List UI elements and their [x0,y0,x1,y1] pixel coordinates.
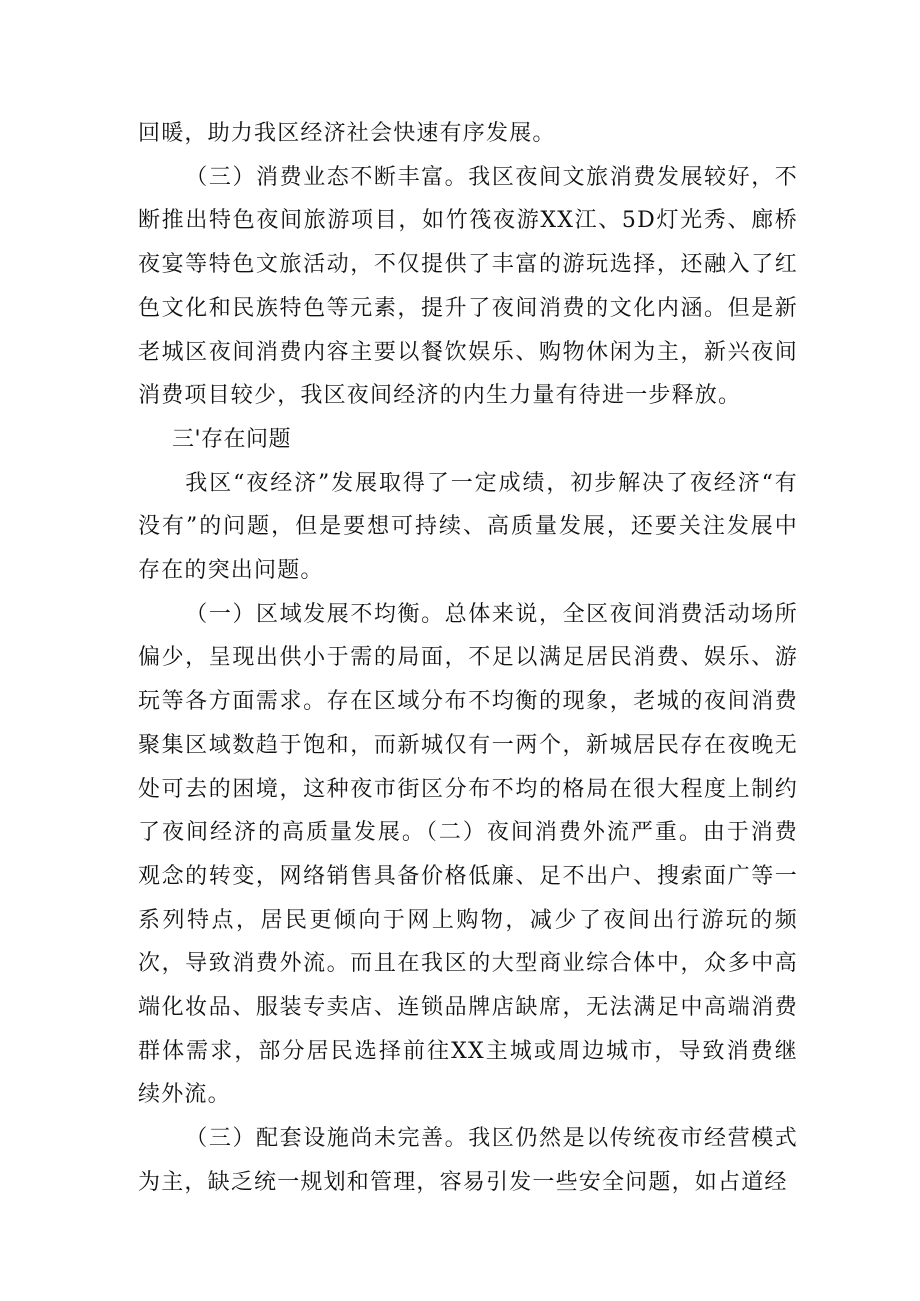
paragraph-supporting-facilities: （三）配套设施尚未完善。我区仍然是以传统夜市经营模式为主，缺乏统一规划和管理，容易引发一些安全问题，如占道经 [138,1126,798,1195]
paragraph-regional-imbalance: （一）区域发展不均衡。总体来说，全区夜间消费活动场所偏少，呈现出供小于需的局面，不足以满足居民消费、娱乐、游玩等各方面需求。存在区域分布不均衡的现象，老城的夜间消费聚集区域数趋于饱和，而新城仅有一两个，新城居民存在夜晚无处可去的困境，这种夜市街区分布不均的格局在很大程度上制约了夜间经济的高质量发展。（二）夜间消费外流严重。由于消费观念的转变，网络销售具备价格低廉、足不出户、搜索面广等一系列特点，居民更倾向于网上购物，减少了夜间出行游玩的频次，导致消费外流。而且在我区的大型商业综合体中，众多中高端化妆品、服装专卖店、连锁品牌店缺席，无法满足中高端消费群体需求，部分居民选择前往XX主城或周边城市，导致消费继续外流。 [138,601,798,1108]
continuation-paragraph: 回暖，助力我区经济社会快速有序发展。 [138,121,556,146]
section-heading-existing-problems: 三'存在问题 [172,426,292,452]
document-body [138,112,798,1205]
paragraph-problems-intro: 我区“夜经济”发展取得了一定成绩，初步解决了夜经济“有没有”的问题，但是要想可持续、高质量发展，还要关注发展中存在的突出问题。 [138,470,798,584]
paragraph-consumption-formats: （三）消费业态不断丰富。我区夜间文旅消费发展较好，不断推出特色夜间旅游项目，如竹筏夜游XX江、5D灯光秀、廊桥夜宴等特色文旅活动，不仅提供了丰富的游玩选择，还融入了红色文化和民族特色等元素，提升了夜间消费的文化内涵。但是新老城区夜间消费内容主要以餐饮娱乐、购物休闲为主，新兴夜间消费项目较少，我区夜间经济的内生力量有待进一步释放。 [138,164,798,409]
